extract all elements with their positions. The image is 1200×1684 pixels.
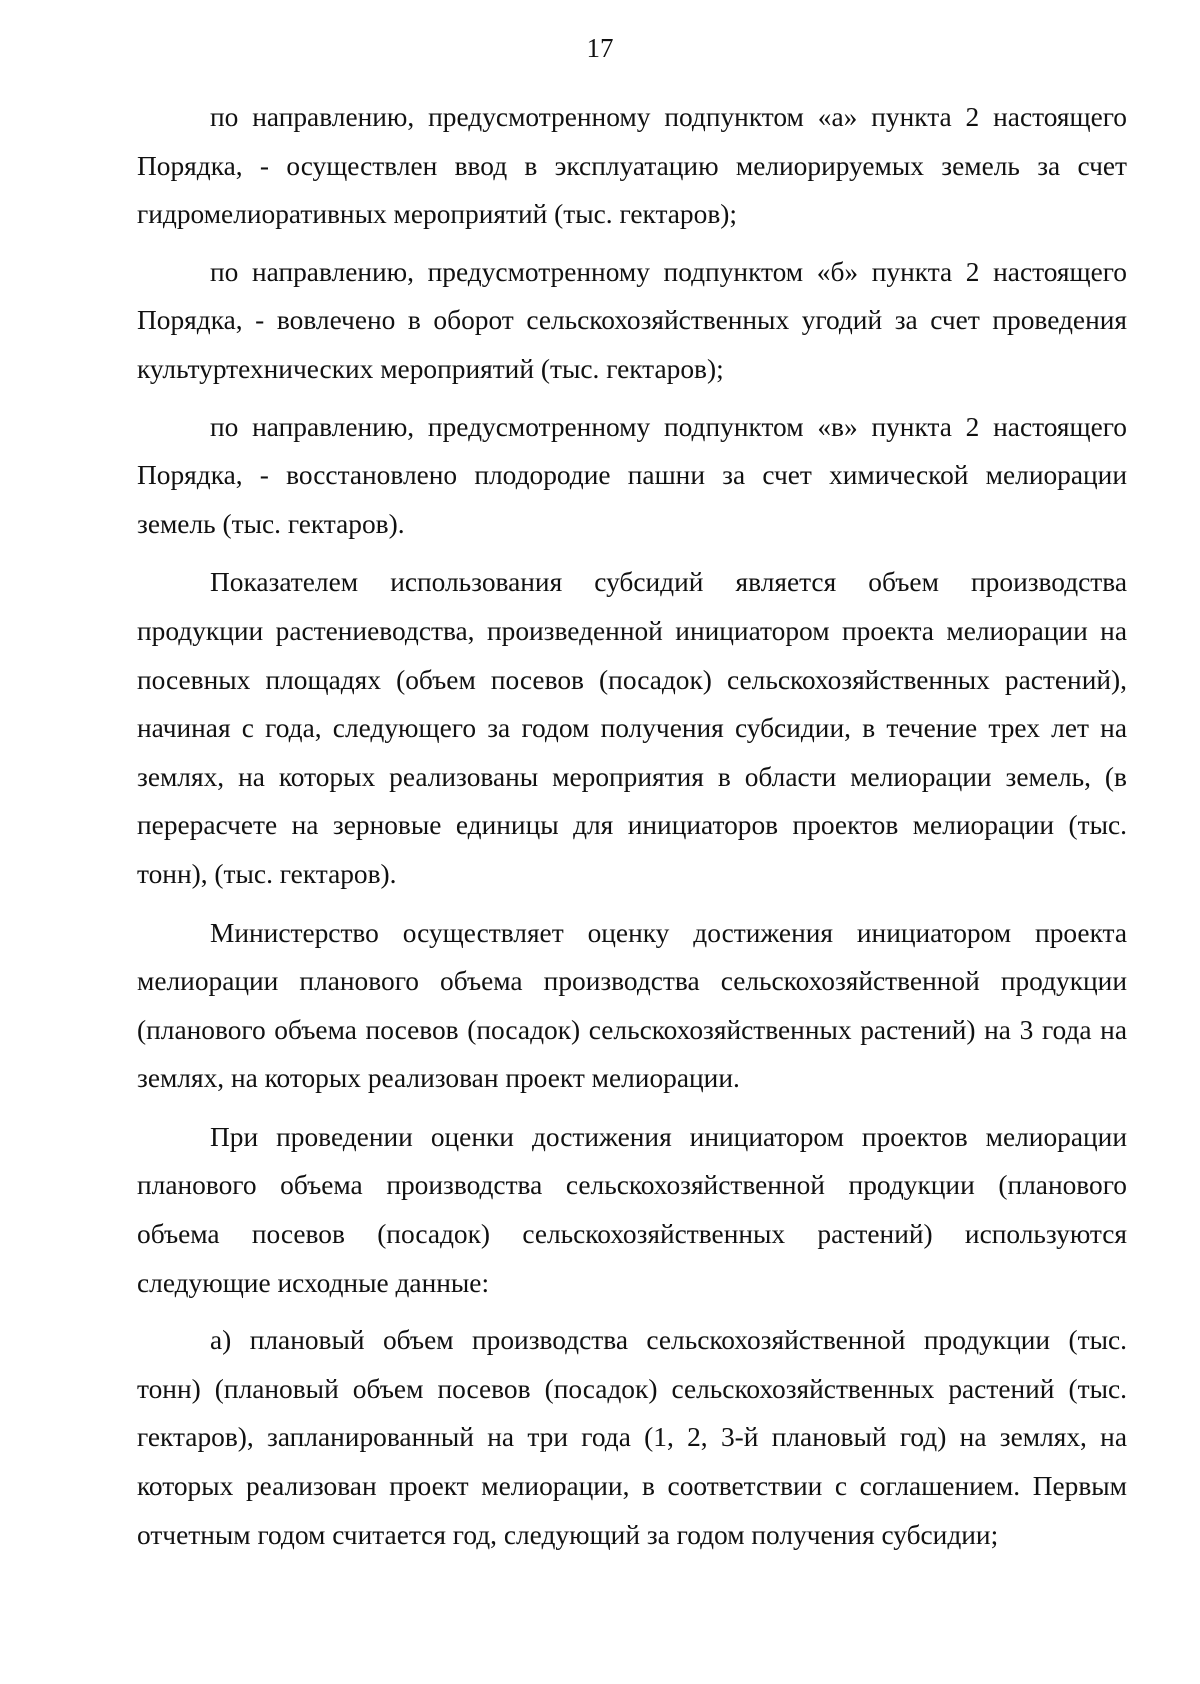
page-number: 17 <box>586 33 614 63</box>
paragraph-ministry-assessment: Министерство осуществляет оценку достижения инициатором проекта мелиорации планового объема производства сельскохозяйственной продукции (планового объема посевов (посадок) сельскохозяйственных растений) на 3 года на землях, на которых реализован проект мелиорации. <box>137 917 1127 1094</box>
paragraph-direction-b: по направлению, предусмотренному подпунктом «б» пункта 2 настоящего Порядка, - вовлечено в оборот сельскохозяйственных угодий за счет проведения культуртехнических мероприятий (тыс. гектаров); <box>137 256 1127 384</box>
paragraph-assessment-inputs: При проведении оценки достижения инициатором проектов мелиорации планового объема производства сельскохозяйственной продукции (планового объема посевов (посадок) сельскохозяйственных растений) используются следующие исходные данные: <box>137 1121 1127 1298</box>
paragraph-item-a: а) плановый объем производства сельскохозяйственной продукции (тыс. тонн) (плановый объем посевов (посадок) сельскохозяйственных растений (тыс. гектаров), запланированный на три года (1, 2, 3-й плановый год) на землях, на которых реализован проект мелиорации, в соответствии с соглашением. Первым отчетным годом считается год, следующий за годом получения субсидии; <box>137 1325 1127 1550</box>
paragraph-direction-c: по направлению, предусмотренному подпунктом «в» пункта 2 настоящего Порядка, - восстановлено плодородие пашни за счет химической мелиорации земель (тыс. гектаров). <box>137 411 1127 539</box>
document-body <box>137 93 1127 1559</box>
paragraph-subsidy-indicator: Показателем использования субсидий является объем производства продукции растениеводства, произведенной инициатором проекта мелиорации на посевных площадях (объем посевов (посадок) сельскохозяйственных растений), начиная с года, следующего за годом получения субсидии, в течение трех лет на землях, на которых реализованы мероприятия в области мелиорации земель, (в перерасчете на зерновые единицы для инициаторов проектов мелиорации (тыс. тонн), (тыс. гектаров). <box>137 567 1127 889</box>
paragraph-direction-a: по направлению, предусмотренному подпунктом «а» пункта 2 настоящего Порядка, - осуществлен ввод в эксплуатацию мелиорируемых земель за счет гидромелиоративных мероприятий (тыс. гектаров); <box>137 102 1127 230</box>
